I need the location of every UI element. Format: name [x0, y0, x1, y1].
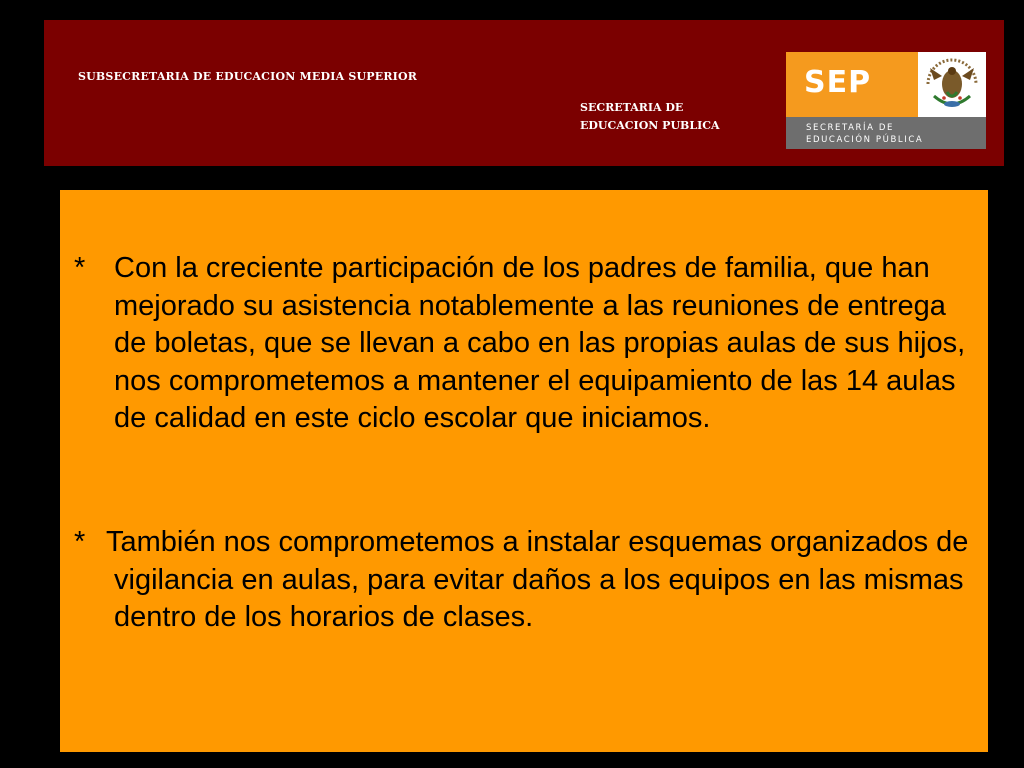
sep-logo-caption-line2: EDUCACIÓN PÚBLICA: [806, 135, 924, 145]
header-banner: [44, 20, 1004, 166]
subsecretaria-title: SUBSECRETARIA DE EDUCACION MEDIA SUPERIOR: [78, 70, 418, 83]
commitment-paragraph-2: [74, 524, 974, 637]
secretaria-title-line2: EDUCACION PUBLICA: [580, 119, 720, 132]
bullet-marker: *: [74, 252, 86, 284]
sep-logo-gray-block: [786, 117, 986, 149]
paragraph-text: También nos comprometemos a instalar esquemas organizados de vigilancia en aulas, para evitar daños a los equipos en las mismas dentro de los horarios de clases.: [106, 526, 969, 633]
bullet-marker: *: [74, 526, 86, 558]
secretaria-title-line1: SECRETARIA DE: [580, 101, 684, 114]
sep-logo-acronym: SEP: [804, 65, 872, 100]
sep-logo-caption-line1: SECRETARÍA DE: [806, 123, 894, 133]
content-panel: [60, 190, 988, 752]
secretaria-title: [580, 99, 720, 135]
commitment-paragraph-1: [74, 250, 974, 438]
paragraph-text: Con la creciente participación de los padres de familia, que han mejorado su asistencia notablemente a las reuniones de entrega de boletas, que se llevan a cabo en las propias aulas de sus hijos, nos comprometemos a mantener el equipamiento de las 14 aulas de calidad en este ciclo escolar que iniciamos.: [114, 252, 966, 434]
sep-logo-orange-block: [786, 52, 918, 117]
mexican-coat-of-arms-icon: [920, 54, 984, 116]
sep-logo: [786, 52, 986, 149]
sep-logo-caption: [806, 122, 923, 146]
